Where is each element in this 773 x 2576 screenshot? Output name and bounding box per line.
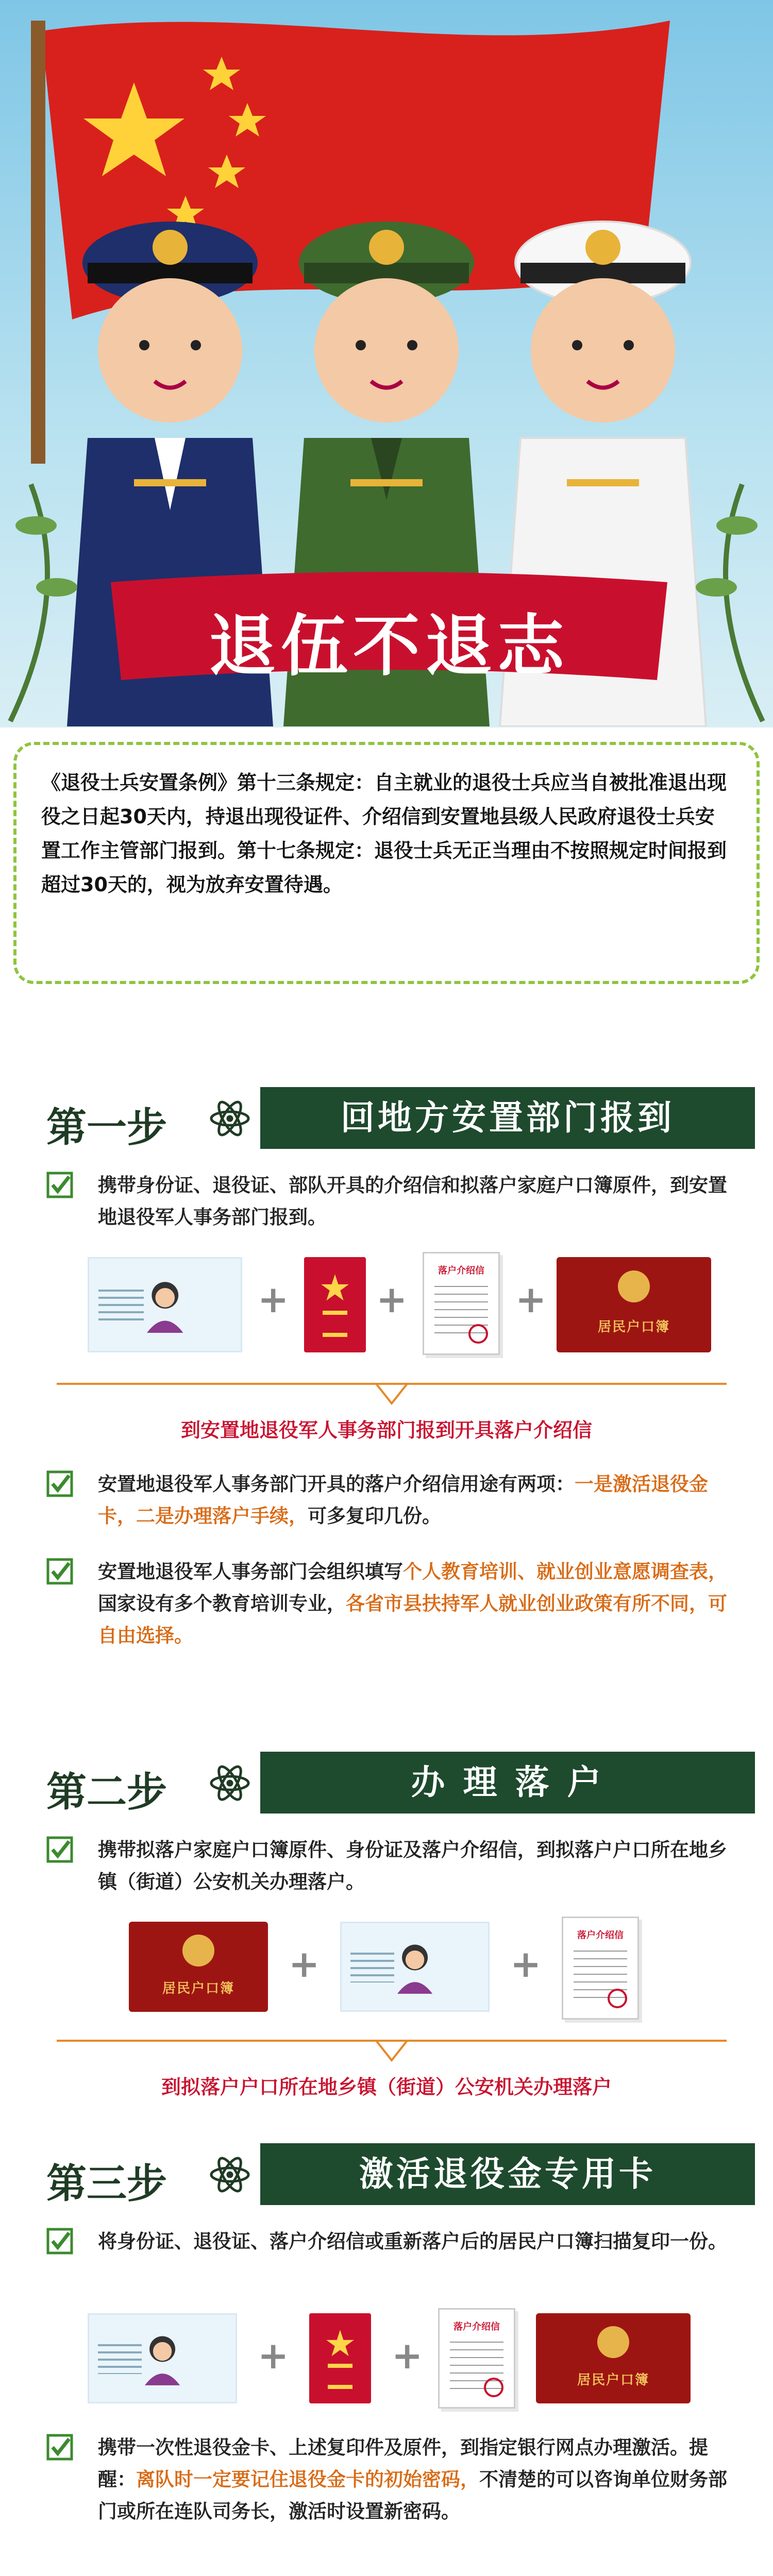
step-1-item-2 — [46, 1468, 742, 1535]
step-1-item-3 — [46, 1556, 742, 1659]
check-icon — [46, 1470, 73, 1497]
item-text: 将身份证、退役证、落户介绍信或重新落户后的居民户口簿扫描复印一份。 — [98, 2230, 727, 2252]
item-text: 携带身份证、退役证、部队开具的介绍信和拟落户家庭户口簿原件，到安置地退役军人事务部门报到。 — [98, 1174, 727, 1228]
item-highlight: 离队时一定要记住退役金卡的初始密码， — [136, 2468, 479, 2490]
banner — [111, 562, 667, 690]
arrow-divider — [57, 1381, 727, 1408]
introduction-letter-image: 落户介绍信 — [438, 2308, 515, 2409]
id-card-image — [88, 2313, 237, 2403]
hero-illustration — [0, 0, 773, 727]
step-3-item-1 — [46, 2226, 742, 2293]
atom-icon — [209, 1762, 251, 1804]
step-3-item-2 — [46, 2432, 742, 2561]
plus-icon: + — [258, 2334, 289, 2377]
step-1-header — [26, 1087, 752, 1149]
item-highlight: 一是激活退役金卡，二是办理落户手续， — [98, 1473, 708, 1527]
atom-icon — [209, 2154, 251, 2196]
step-2-item-1 — [46, 1834, 742, 1901]
step-title: 办 理 落 户 — [260, 1752, 755, 1814]
intro-text-b: 第十七条规定：退役士兵无正当理由不按照规定时间报到超过30天的，视为放弃安置待遇。 — [41, 839, 727, 896]
step-title: 回地方安置部门报到 — [260, 1087, 755, 1149]
banner-text: 退伍不退志 — [208, 607, 569, 685]
check-icon — [46, 1558, 73, 1585]
item-highlight: 个人教育培训、就业创业意愿调查表， — [403, 1561, 727, 1583]
id-card-image — [340, 1922, 490, 2012]
item-text: 可多复印几份。 — [308, 1505, 441, 1527]
plus-icon: + — [376, 1278, 408, 1321]
introduction-letter-image: 落户介绍信 — [562, 1917, 639, 2020]
item-text: 携带一次性退役金卡、上述复印件及原件，到指定银行网点办理激活。提醒： — [98, 2436, 708, 2490]
check-icon — [46, 1172, 73, 1198]
intro-text-a: 《退役士兵安置条例》第十三条规定：自主就业的退役士兵应当自被批准退出现役之日起30天内，持退出现役证件、介绍信到安置地县级人民政府退役士兵安置工作主管部门报到。 — [41, 771, 727, 862]
step-2-header — [26, 1752, 752, 1814]
discharge-certificate-image: ★ — [304, 1257, 366, 1352]
plus-icon: + — [392, 2334, 423, 2377]
step-number: 第二步 — [46, 1769, 167, 1816]
item-text: 国家设有多个教育培训专业， — [98, 1592, 346, 1615]
item-highlight: 各省市县扶持军人就业创业政策有所不同，可自由选择。 — [98, 1592, 727, 1647]
item-text: 安置地退役军人事务部门会组织填写 — [98, 1561, 403, 1583]
check-icon — [46, 2228, 73, 2255]
plus-icon: + — [515, 1278, 547, 1321]
plus-icon: + — [258, 1278, 289, 1321]
id-card-image — [88, 1257, 242, 1352]
item-text: 不清楚的可以咨询单位财务部门或所在连队司务长，激活时设置新密码。 — [98, 2468, 727, 2522]
household-register-image: 居民户口簿 — [536, 2313, 691, 2403]
step-3-header — [26, 2143, 752, 2205]
check-icon — [46, 2434, 73, 2461]
household-register-image: 居民户口簿 — [129, 1922, 268, 2012]
step-2-note: 到拟落户户口所在地乡镇（街道）公安机关办理落户 — [161, 2076, 612, 2098]
intro-text — [41, 766, 732, 902]
item-text: 安置地退役军人事务部门开具的落户介绍信用途有两项： — [98, 1473, 575, 1495]
step-number: 第一步 — [46, 1105, 167, 1151]
discharge-certificate-image: ★ — [309, 2313, 371, 2403]
intro-box — [13, 742, 760, 984]
step-number: 第三步 — [46, 2161, 167, 2207]
introduction-letter-image: 落户介绍信 — [423, 1252, 500, 1355]
household-register-image: 居民户口簿 — [557, 1257, 711, 1352]
item-text: 携带拟落户家庭户口簿原件、身份证及落户介绍信，到拟落户户口所在地乡镇（街道）公安机关办理落户。 — [98, 1839, 727, 1893]
step-1-note: 到安置地退役军人事务部门报到开具落户介绍信 — [180, 1419, 592, 1442]
step-1-item-1 — [46, 1170, 742, 1236]
check-icon — [46, 1836, 73, 1863]
plus-icon: + — [289, 1942, 320, 1986]
step-title: 激活退役金专用卡 — [260, 2143, 755, 2205]
plus-icon: + — [510, 1942, 542, 1986]
atom-icon — [209, 1097, 251, 1140]
arrow-divider — [57, 2038, 727, 2064]
